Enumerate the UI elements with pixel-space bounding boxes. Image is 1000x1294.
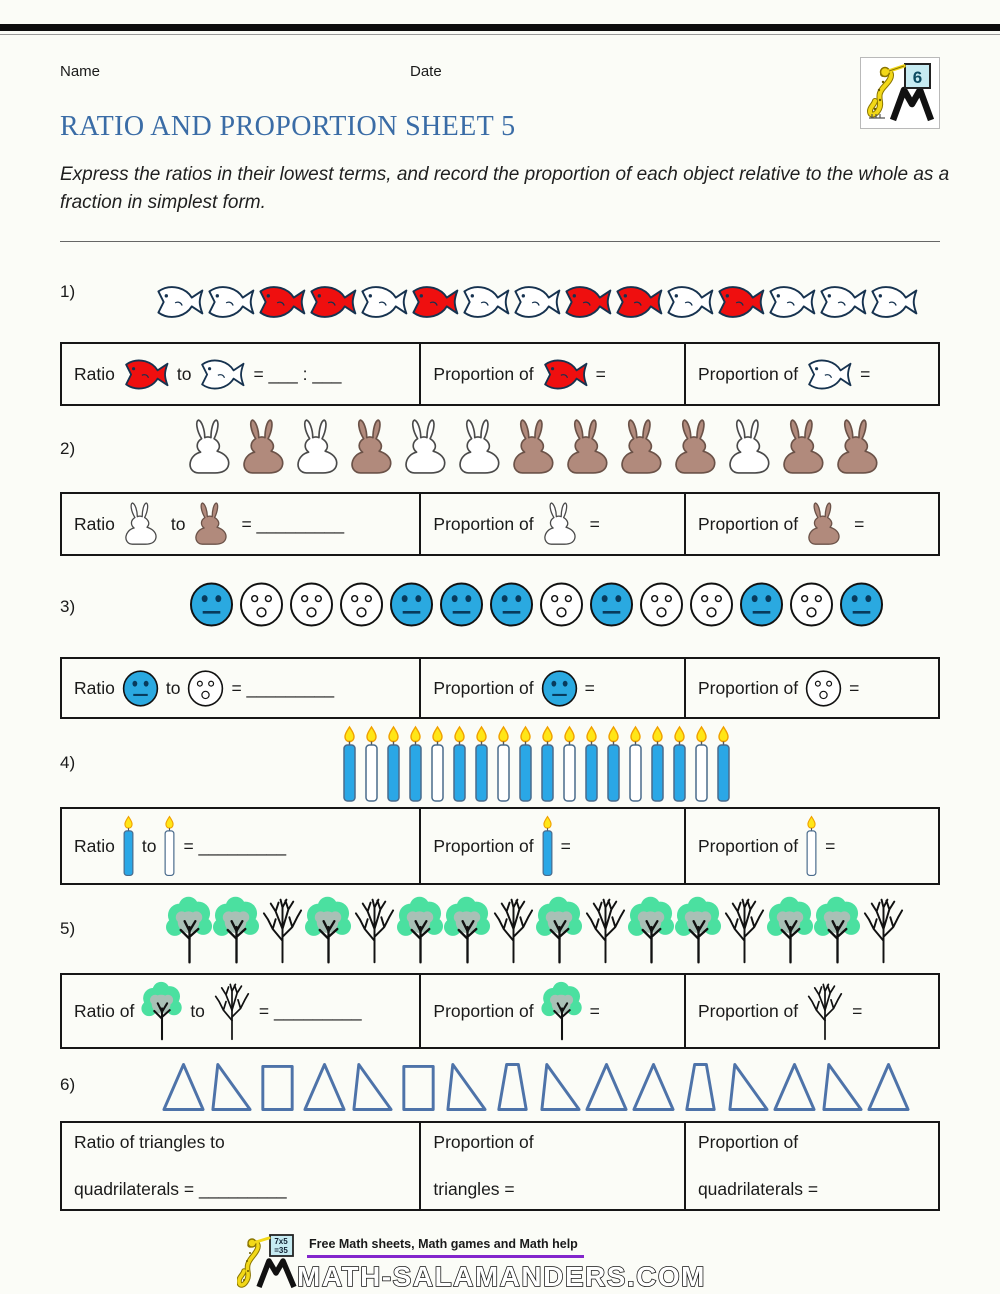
footer-site-text: MATH-SALAMANDERS.COM (297, 1261, 706, 1292)
question-2-answer-table (60, 492, 940, 556)
leafy-tree-icon (628, 895, 675, 965)
proportion-b-cell (684, 809, 938, 883)
white-candle-icon (627, 725, 644, 803)
white-fish-icon (868, 282, 919, 322)
brown-rabbit-icon (617, 418, 671, 476)
blue-candle-icon (649, 725, 666, 803)
question-3-answer-table (60, 657, 940, 719)
question-5-objects (132, 885, 940, 973)
label-text: Proportion of (433, 513, 534, 534)
proportion-b-cell (684, 659, 938, 717)
question-4-answer-table (60, 807, 940, 885)
white-fish-icon (198, 356, 246, 393)
brown-rabbit-icon (779, 418, 833, 476)
blue-face-icon (839, 582, 884, 627)
proportion-b-cell (684, 1123, 938, 1209)
header (60, 35, 940, 87)
white-candle-icon (363, 725, 380, 803)
bare-tree-icon (212, 981, 252, 1041)
blue-candle-icon (451, 725, 468, 803)
white-candle-icon (429, 725, 446, 803)
red-fish-icon (715, 282, 766, 322)
name-label: Name (60, 63, 101, 80)
brown-rabbit-icon (347, 418, 401, 476)
white-fish-icon (205, 282, 256, 322)
brown-rabbit-icon (509, 418, 563, 476)
white-candle-icon (693, 725, 710, 803)
question-4 (60, 719, 940, 885)
label-text: = (849, 677, 860, 698)
ratio-cell (62, 659, 419, 717)
right-triangle-icon (443, 1061, 488, 1113)
page-title: RATIO AND PROPORTION SHEET 5 (60, 111, 516, 142)
blue-candle-icon (122, 815, 135, 877)
bare-tree-icon (491, 895, 536, 965)
blue-candle-icon (539, 725, 556, 803)
ratio-cell (62, 344, 419, 404)
question-5 (60, 885, 940, 1049)
question-number: 3) (60, 596, 76, 616)
label-text: triangles = (433, 1179, 515, 1199)
label-text: to (176, 363, 192, 384)
blue-face-icon (122, 670, 159, 707)
leafy-tree-icon (305, 895, 352, 965)
triangle-icon (584, 1061, 629, 1113)
label-text: = (589, 513, 600, 534)
bare-tree-icon (260, 895, 305, 965)
label-text: Proportion of (697, 677, 799, 698)
label-text: = _________ (241, 513, 345, 534)
bare-tree-icon (805, 981, 845, 1041)
label-text: Ratio (74, 677, 115, 698)
salamander-grade-icon (863, 60, 937, 126)
white-face-icon (539, 582, 584, 627)
right-triangle-icon (208, 1061, 253, 1113)
label-text: = (852, 1000, 863, 1021)
proportion-b-cell (684, 344, 938, 404)
grade-logo (860, 57, 940, 129)
question-2 (60, 406, 940, 556)
label-text: = ___ : ___ (253, 363, 342, 384)
footer-salamander-icon (237, 1233, 299, 1291)
blue-candle-icon (407, 725, 424, 803)
footer-tagline: Free Math sheets, Math games and Math help (307, 1233, 584, 1258)
label-text: to (141, 835, 157, 856)
label-text: = _________ (183, 835, 287, 856)
white-fish-icon (805, 356, 853, 393)
white-rabbit-icon (455, 418, 509, 476)
blue-candle-icon (473, 725, 490, 803)
question-number: 5) (60, 919, 76, 938)
red-fish-icon (541, 356, 589, 393)
label-text: to (190, 1000, 205, 1021)
blue-candle-icon (605, 725, 622, 803)
trapezoid-icon (678, 1061, 723, 1113)
red-fish-icon (613, 282, 664, 322)
proportion-a-cell (419, 1123, 684, 1209)
white-face-icon (789, 582, 834, 627)
brown-rabbit-icon (563, 418, 617, 476)
bare-tree-icon (861, 895, 906, 965)
bare-tree-icon (583, 895, 628, 965)
blue-candle-icon (583, 725, 600, 803)
white-face-icon (805, 670, 842, 707)
label-text: Proportion of (697, 363, 799, 384)
white-rabbit-icon (185, 418, 239, 476)
blue-face-icon (589, 582, 634, 627)
question-6-objects (132, 1049, 940, 1121)
red-fish-icon (307, 282, 358, 322)
white-candle-icon (805, 815, 818, 877)
blue-face-icon (389, 582, 434, 627)
red-fish-icon (409, 282, 460, 322)
label-text: Proportion of (697, 1000, 799, 1021)
instructions: Express the ratios in their lowest terms, and record the proportion of each object relative to the whole as a fraction in simplest form. (60, 164, 950, 213)
white-rabbit-icon (122, 501, 164, 547)
white-candle-icon (495, 725, 512, 803)
question-6 (60, 1049, 940, 1211)
white-fish-icon (460, 282, 511, 322)
bare-tree-icon (352, 895, 397, 965)
right-triangle-icon (349, 1061, 394, 1113)
right-triangle-icon (725, 1061, 770, 1113)
leafy-tree-icon (141, 981, 183, 1041)
ratio-cell (62, 494, 419, 554)
leafy-tree-icon (767, 895, 814, 965)
red-fish-icon (122, 356, 170, 393)
label-text: to (165, 677, 181, 698)
question-3 (60, 556, 940, 719)
blue-candle-icon (671, 725, 688, 803)
date-label: Date (410, 63, 442, 80)
label-text: = _________ (231, 677, 335, 698)
triangle-icon (866, 1061, 911, 1113)
trapezoid-icon (490, 1061, 535, 1113)
white-candle-icon (561, 725, 578, 803)
question-1 (60, 242, 940, 406)
brown-rabbit-icon (833, 418, 887, 476)
leafy-tree-icon (675, 895, 722, 965)
triangle-icon (161, 1061, 206, 1113)
label-text: Proportion of (433, 835, 534, 856)
white-fish-icon (766, 282, 817, 322)
white-fish-icon (511, 282, 562, 322)
label-text: Ratio (74, 835, 115, 856)
label-text: = (860, 363, 871, 384)
leafy-tree-icon (213, 895, 260, 965)
label-text: Proportion of (433, 363, 534, 384)
right-triangle-icon (537, 1061, 582, 1113)
proportion-a-cell (419, 659, 684, 717)
white-face-icon (689, 582, 734, 627)
white-rabbit-icon (293, 418, 347, 476)
question-number: 4) (60, 753, 76, 772)
white-rabbit-icon (725, 418, 779, 476)
footer-board-line2: =35 (274, 1246, 288, 1255)
blue-candle-icon (541, 815, 554, 877)
label-text: Proportion of (697, 835, 799, 856)
brown-rabbit-icon (671, 418, 725, 476)
blue-face-icon (489, 582, 534, 627)
proportion-b-cell (684, 494, 938, 554)
footer-board-line1: 7x5 (274, 1237, 288, 1246)
white-face-icon (239, 582, 284, 627)
proportion-a-cell (419, 809, 684, 883)
blue-face-icon (541, 670, 578, 707)
blue-candle-icon (341, 725, 358, 803)
blue-face-icon (439, 582, 484, 627)
question-1-objects (132, 242, 940, 342)
red-fish-icon (256, 282, 307, 322)
question-5-answer-table (60, 973, 940, 1049)
white-candle-icon (163, 815, 176, 877)
white-face-icon (187, 670, 224, 707)
label-text: quadrilaterals = _________ (74, 1179, 287, 1199)
blue-candle-icon (715, 725, 732, 803)
label-text: Proportion of (697, 513, 799, 534)
proportion-a-cell (419, 344, 684, 404)
label-text: Proportion of (697, 1132, 799, 1152)
white-fish-icon (154, 282, 205, 322)
label-text: Proportion of (433, 1132, 534, 1152)
white-fish-icon (664, 282, 715, 322)
white-rabbit-icon (541, 501, 583, 547)
brown-rabbit-icon (805, 501, 847, 547)
label-text: quadrilaterals = (697, 1179, 819, 1199)
rectangle-icon (396, 1061, 441, 1113)
white-face-icon (639, 582, 684, 627)
right-triangle-icon (819, 1061, 864, 1113)
label-text: to (170, 513, 186, 534)
label-text: Ratio of (74, 1000, 135, 1021)
red-fish-icon (562, 282, 613, 322)
label-text: = (584, 677, 595, 698)
ratio-cell (62, 1123, 419, 1209)
question-number: 1) (60, 282, 76, 301)
footer-site-name (293, 1259, 763, 1294)
question-6-answer-table (60, 1121, 940, 1211)
blue-candle-icon (385, 725, 402, 803)
question-3-objects (132, 556, 940, 657)
triangle-icon (631, 1061, 676, 1113)
bare-tree-icon (722, 895, 767, 965)
footer-logo (60, 1233, 940, 1294)
label-text: Ratio (74, 363, 115, 384)
label-text: = (825, 835, 836, 856)
label-text: = (854, 513, 865, 534)
question-2-objects (132, 406, 940, 492)
question-1-answer-table (60, 342, 940, 406)
leafy-tree-icon (444, 895, 491, 965)
blue-face-icon (189, 582, 234, 627)
question-number: 2) (60, 439, 76, 458)
top-border-line (0, 24, 1000, 35)
question-4-objects (132, 719, 940, 807)
leafy-tree-icon (541, 981, 583, 1041)
proportion-b-cell (684, 975, 938, 1047)
white-face-icon (289, 582, 334, 627)
label-text: = _________ (258, 1000, 362, 1021)
white-fish-icon (817, 282, 868, 322)
white-face-icon (339, 582, 384, 627)
label-text: Proportion of (433, 1000, 534, 1021)
rectangle-icon (255, 1061, 300, 1113)
brown-rabbit-icon (239, 418, 293, 476)
label-text: = (560, 835, 571, 856)
blue-face-icon (739, 582, 784, 627)
triangle-icon (772, 1061, 817, 1113)
white-rabbit-icon (401, 418, 455, 476)
label-text: = (589, 1000, 600, 1021)
ratio-cell (62, 975, 419, 1047)
question-number: 6) (60, 1075, 76, 1094)
leafy-tree-icon (814, 895, 861, 965)
label-text: = (595, 363, 606, 384)
leafy-tree-icon (397, 895, 444, 965)
ratio-cell (62, 809, 419, 883)
label-text: Proportion of (433, 677, 534, 698)
grade-number: 6 (912, 68, 923, 87)
leafy-tree-icon (166, 895, 213, 965)
triangle-icon (302, 1061, 347, 1113)
proportion-a-cell (419, 975, 684, 1047)
label-text: Ratio of triangles to (74, 1132, 225, 1152)
label-text: Ratio (74, 513, 115, 534)
proportion-a-cell (419, 494, 684, 554)
questions (60, 242, 940, 1211)
brown-rabbit-icon (192, 501, 234, 547)
leafy-tree-icon (536, 895, 583, 965)
blue-candle-icon (517, 725, 534, 803)
white-fish-icon (358, 282, 409, 322)
